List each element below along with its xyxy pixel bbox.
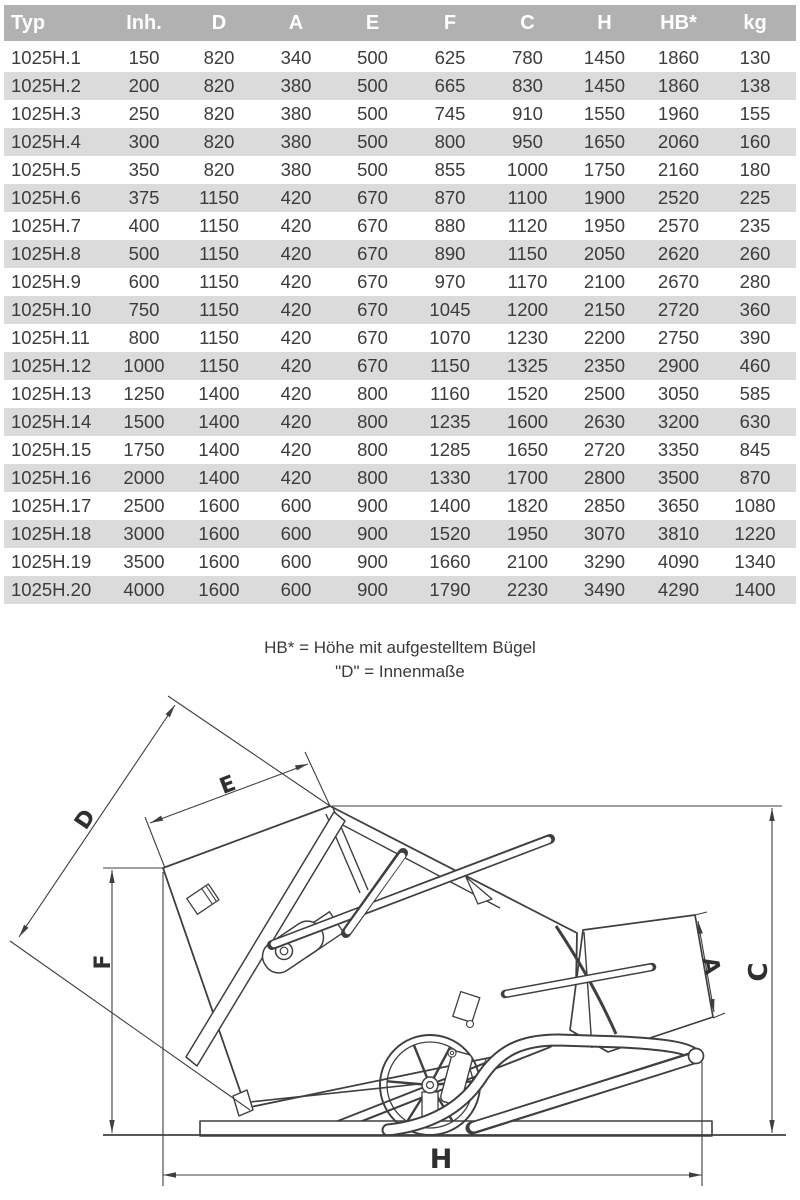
col-header-f: F — [411, 5, 489, 43]
cell-value: 1340 — [734, 551, 776, 572]
cell-value: 250 — [128, 103, 160, 124]
cell-value: 625 — [434, 47, 466, 68]
cell-value: 1150 — [199, 355, 239, 376]
cell-value: 1520 — [429, 523, 471, 544]
cell-value: 1400 — [198, 383, 240, 404]
cell-value: 4000 — [123, 579, 165, 600]
table-row — [4, 128, 796, 156]
cell-value: 4090 — [657, 551, 700, 572]
cell-value: 900 — [357, 551, 388, 572]
cell-value: 1000 — [506, 159, 549, 180]
dim-label-A: A — [696, 954, 725, 977]
col-header-kg: kg — [714, 5, 796, 43]
cell-value: 820 — [203, 103, 235, 124]
cell-value: 900 — [357, 523, 388, 544]
cell-value: 820 — [203, 47, 235, 68]
cell-value: 160 — [739, 131, 771, 152]
cell-value: 1220 — [734, 523, 776, 544]
cell-value: 2350 — [583, 355, 626, 376]
cell-value: 225 — [739, 187, 771, 208]
col-header-inh: Inh. — [108, 5, 180, 43]
cell-value: 1650 — [506, 439, 549, 460]
cell-value: 600 — [128, 271, 160, 292]
table-body — [4, 43, 796, 605]
cell-typ: 1025H.8 — [11, 243, 81, 264]
col-header-c: C — [489, 5, 566, 43]
dim-label-F: F — [91, 954, 116, 970]
cell-value: 780 — [512, 47, 543, 68]
table-row — [4, 72, 796, 100]
cell-value: 1700 — [506, 467, 549, 488]
cell-value: 150 — [128, 47, 160, 68]
cell-value: 3490 — [583, 579, 626, 600]
cell-value: 870 — [739, 467, 771, 488]
table-row — [4, 576, 796, 604]
cell-value: 4290 — [657, 579, 700, 600]
cell-value: 420 — [280, 299, 312, 320]
cell-value: 855 — [434, 159, 466, 180]
cell-value: 630 — [739, 411, 771, 432]
cell-value: 1600 — [198, 495, 240, 516]
cell-value: 2050 — [583, 243, 626, 264]
cell-value: 800 — [357, 411, 388, 432]
cell-value: 2200 — [583, 327, 626, 348]
cell-value: 500 — [357, 131, 388, 152]
cell-value: 670 — [357, 187, 388, 208]
cell-value: 2500 — [583, 383, 626, 404]
cell-value: 3500 — [123, 551, 165, 572]
cell-value: 2750 — [657, 327, 700, 348]
technical-drawing — [0, 685, 800, 1200]
cell-value: 1860 — [657, 47, 700, 68]
cell-value: 1950 — [506, 523, 549, 544]
table-row — [4, 436, 796, 464]
cell-value: 1150 — [199, 271, 239, 292]
dim-label-D: D — [70, 805, 102, 835]
cell-value: 670 — [357, 271, 388, 292]
cell-value: 670 — [357, 215, 388, 236]
cell-value: 1100 — [507, 187, 548, 208]
cell-value: 1150 — [430, 355, 470, 376]
cell-typ: 1025H.7 — [11, 215, 81, 236]
table-row — [4, 268, 796, 296]
table-row — [4, 492, 796, 520]
cell-value: 2850 — [583, 495, 626, 516]
cell-value: 180 — [739, 159, 771, 180]
cell-value: 1600 — [198, 523, 240, 544]
cell-value: 420 — [280, 271, 312, 292]
table-row — [4, 548, 796, 576]
cell-value: 2570 — [657, 215, 700, 236]
cell-value: 880 — [434, 215, 466, 236]
table-row — [4, 324, 796, 352]
cell-value: 200 — [128, 75, 160, 96]
cell-value: 1790 — [429, 579, 471, 600]
cell-value: 500 — [357, 75, 388, 96]
cell-typ: 1025H.6 — [11, 187, 81, 208]
cell-typ: 1025H.1 — [11, 47, 81, 68]
cell-value: 800 — [434, 131, 466, 152]
cell-value: 2620 — [657, 243, 700, 264]
cell-value: 155 — [739, 103, 771, 124]
dim-label-E: E — [216, 771, 240, 800]
tipping-container-body — [163, 806, 577, 1116]
table-row — [4, 100, 796, 128]
cell-value: 360 — [739, 299, 771, 320]
cell-value: 1150 — [199, 327, 239, 348]
table-row — [4, 212, 796, 240]
table-row — [4, 240, 796, 268]
cell-value: 800 — [357, 467, 388, 488]
cell-value: 830 — [512, 75, 543, 96]
cell-value: 1400 — [734, 579, 776, 600]
cell-value: 1330 — [429, 467, 471, 488]
cell-value: 750 — [128, 299, 160, 320]
cell-value: 1960 — [657, 103, 700, 124]
cell-value: 820 — [203, 159, 235, 180]
cell-value: 1650 — [583, 131, 626, 152]
cell-value: 1070 — [429, 327, 471, 348]
cell-value: 340 — [280, 47, 312, 68]
cell-value: 1150 — [507, 243, 548, 264]
cell-value: 1400 — [198, 467, 240, 488]
cell-value: 1660 — [429, 551, 471, 572]
cell-value: 380 — [280, 103, 312, 124]
cell-value: 3200 — [657, 411, 700, 432]
cell-typ: 1025H.16 — [11, 467, 92, 488]
cell-value: 900 — [357, 579, 388, 600]
table-row — [4, 380, 796, 408]
cell-value: 375 — [128, 187, 160, 208]
cell-value: 1250 — [123, 383, 165, 404]
cell-value: 350 — [128, 159, 160, 180]
cell-value: 1150 — [199, 187, 239, 208]
cell-typ: 1025H.5 — [11, 159, 81, 180]
cell-value: 2630 — [583, 411, 626, 432]
cell-value: 800 — [357, 439, 388, 460]
cell-value: 380 — [280, 131, 312, 152]
cell-value: 1900 — [583, 187, 626, 208]
cell-value: 1150 — [199, 243, 239, 264]
cell-value: 950 — [512, 131, 543, 152]
cell-value: 460 — [739, 355, 771, 376]
cell-value: 1325 — [506, 355, 549, 376]
cell-value: 670 — [357, 327, 388, 348]
cell-typ: 1025H.19 — [11, 551, 92, 572]
cell-typ: 1025H.15 — [11, 439, 92, 460]
tube-end-cap — [689, 1049, 704, 1064]
cell-value: 1200 — [506, 299, 549, 320]
cell-value: 665 — [434, 75, 466, 96]
cell-value: 1750 — [583, 159, 626, 180]
cell-value: 1400 — [198, 439, 240, 460]
cell-value: 2500 — [123, 495, 165, 516]
cell-value: 845 — [739, 439, 771, 460]
note-d: "D" = Innenmaße — [335, 662, 465, 681]
cell-value: 2800 — [583, 467, 626, 488]
note-hb: HB* = Höhe mit aufgestelltem Bügel — [264, 638, 536, 657]
col-header-typ: Typ — [4, 5, 108, 43]
cell-value: 300 — [128, 131, 160, 152]
cell-value: 420 — [280, 243, 312, 264]
cell-typ: 1025H.18 — [11, 523, 92, 544]
cell-value: 420 — [280, 439, 312, 460]
cell-value: 3050 — [657, 383, 700, 404]
cell-value: 380 — [280, 75, 312, 96]
cell-value: 3500 — [657, 467, 700, 488]
table-row — [4, 184, 796, 212]
table-row — [4, 296, 796, 324]
table-row — [4, 352, 796, 380]
cell-typ: 1025H.2 — [11, 75, 81, 96]
cell-value: 2150 — [583, 299, 626, 320]
table-header-row — [4, 5, 796, 43]
cell-value: 1285 — [429, 439, 471, 460]
cell-value: 1860 — [657, 75, 700, 96]
cell-value: 400 — [128, 215, 160, 236]
cell-value: 1520 — [506, 383, 549, 404]
table-row — [4, 156, 796, 184]
cell-value: 500 — [357, 103, 388, 124]
cell-value: 600 — [280, 551, 312, 572]
cell-value: 600 — [280, 495, 312, 516]
cell-value: 420 — [280, 187, 312, 208]
cell-value: 130 — [739, 47, 771, 68]
cell-value: 420 — [280, 411, 312, 432]
cell-typ: 1025H.10 — [11, 299, 92, 320]
cell-value: 1400 — [429, 495, 471, 516]
cell-value: 820 — [203, 131, 235, 152]
dimension-F — [91, 868, 163, 1133]
table-row — [4, 520, 796, 548]
cell-value: 2670 — [657, 271, 700, 292]
cell-value: 2720 — [583, 439, 626, 460]
cell-value: 390 — [739, 327, 771, 348]
table-row — [4, 408, 796, 436]
cell-value: 380 — [280, 159, 312, 180]
cell-value: 3070 — [583, 523, 626, 544]
cell-value: 1600 — [506, 411, 549, 432]
table-row — [4, 43, 796, 73]
cell-value: 420 — [280, 355, 312, 376]
cell-value: 1450 — [583, 47, 626, 68]
cell-value: 420 — [280, 383, 312, 404]
cell-value: 500 — [128, 243, 160, 264]
cell-value: 2100 — [506, 551, 549, 572]
cell-value: 1170 — [507, 271, 548, 292]
col-header-e: E — [334, 5, 411, 43]
cell-value: 1160 — [430, 383, 470, 404]
cell-value: 1600 — [198, 551, 240, 572]
col-header-d: D — [180, 5, 258, 43]
cell-value: 1500 — [123, 411, 165, 432]
cell-value: 3000 — [123, 523, 165, 544]
cell-value: 2100 — [583, 271, 626, 292]
cell-value: 800 — [357, 383, 388, 404]
cell-typ: 1025H.13 — [11, 383, 92, 404]
cell-value: 500 — [357, 47, 388, 68]
col-header-h: H — [566, 5, 643, 43]
cell-value: 890 — [434, 243, 466, 264]
cell-value: 1400 — [198, 411, 240, 432]
cell-typ: 1025H.11 — [11, 327, 90, 348]
cell-typ: 1025H.14 — [11, 411, 92, 432]
cell-value: 1000 — [123, 355, 165, 376]
cell-value: 3650 — [657, 495, 700, 516]
cell-typ: 1025H.17 — [11, 495, 92, 516]
cell-typ: 1025H.4 — [11, 131, 81, 152]
cell-value: 2520 — [657, 187, 700, 208]
cell-value: 2000 — [123, 467, 165, 488]
table-row — [4, 464, 796, 492]
col-header-hb: HB* — [643, 5, 714, 43]
cell-value: 420 — [280, 215, 312, 236]
cell-value: 235 — [739, 215, 771, 236]
cell-value: 600 — [280, 523, 312, 544]
cell-value: 2230 — [506, 579, 549, 600]
cell-value: 670 — [357, 243, 388, 264]
cell-value: 1450 — [583, 75, 626, 96]
cell-value: 1820 — [506, 495, 549, 516]
cell-value: 2900 — [657, 355, 700, 376]
cell-typ: 1025H.12 — [11, 355, 92, 376]
table-notes — [0, 636, 800, 684]
cell-value: 420 — [280, 467, 312, 488]
cell-value: 1230 — [506, 327, 549, 348]
cell-value: 600 — [280, 579, 312, 600]
dim-label-C: C — [744, 962, 774, 982]
cell-value: 745 — [434, 103, 466, 124]
cell-value: 870 — [434, 187, 466, 208]
cell-value: 1150 — [199, 299, 239, 320]
cell-value: 3810 — [657, 523, 700, 544]
cell-value: 1120 — [507, 215, 548, 236]
cell-value: 138 — [739, 75, 771, 96]
cell-value: 280 — [739, 271, 771, 292]
cell-value: 670 — [357, 355, 388, 376]
cell-value: 1045 — [429, 299, 471, 320]
cell-typ: 1025H.9 — [11, 271, 81, 292]
cell-value: 900 — [357, 495, 388, 516]
cell-value: 1550 — [583, 103, 626, 124]
cell-typ: 1025H.3 — [11, 103, 81, 124]
cell-value: 1750 — [123, 439, 165, 460]
cell-value: 2720 — [657, 299, 700, 320]
cell-value: 2060 — [657, 131, 700, 152]
cell-value: 500 — [357, 159, 388, 180]
cell-value: 1950 — [583, 215, 626, 236]
cell-value: 260 — [739, 243, 771, 264]
cell-value: 1235 — [429, 411, 471, 432]
cell-value: 910 — [512, 103, 543, 124]
cell-value: 3350 — [657, 439, 700, 460]
cell-value: 670 — [357, 299, 388, 320]
spec-table — [4, 5, 796, 604]
dim-label-H: H — [429, 1144, 453, 1175]
cell-value: 3290 — [583, 551, 626, 572]
cell-value: 800 — [128, 327, 160, 348]
cell-value: 585 — [739, 383, 771, 404]
col-header-a: A — [258, 5, 334, 43]
cell-value: 1600 — [198, 579, 240, 600]
cell-value: 970 — [434, 271, 466, 292]
cell-value: 420 — [280, 327, 312, 348]
cell-value: 820 — [203, 75, 235, 96]
cell-value: 2160 — [657, 159, 700, 180]
cell-typ: 1025H.20 — [11, 579, 92, 600]
cell-value: 1150 — [199, 215, 239, 236]
cell-value: 1080 — [734, 495, 776, 516]
